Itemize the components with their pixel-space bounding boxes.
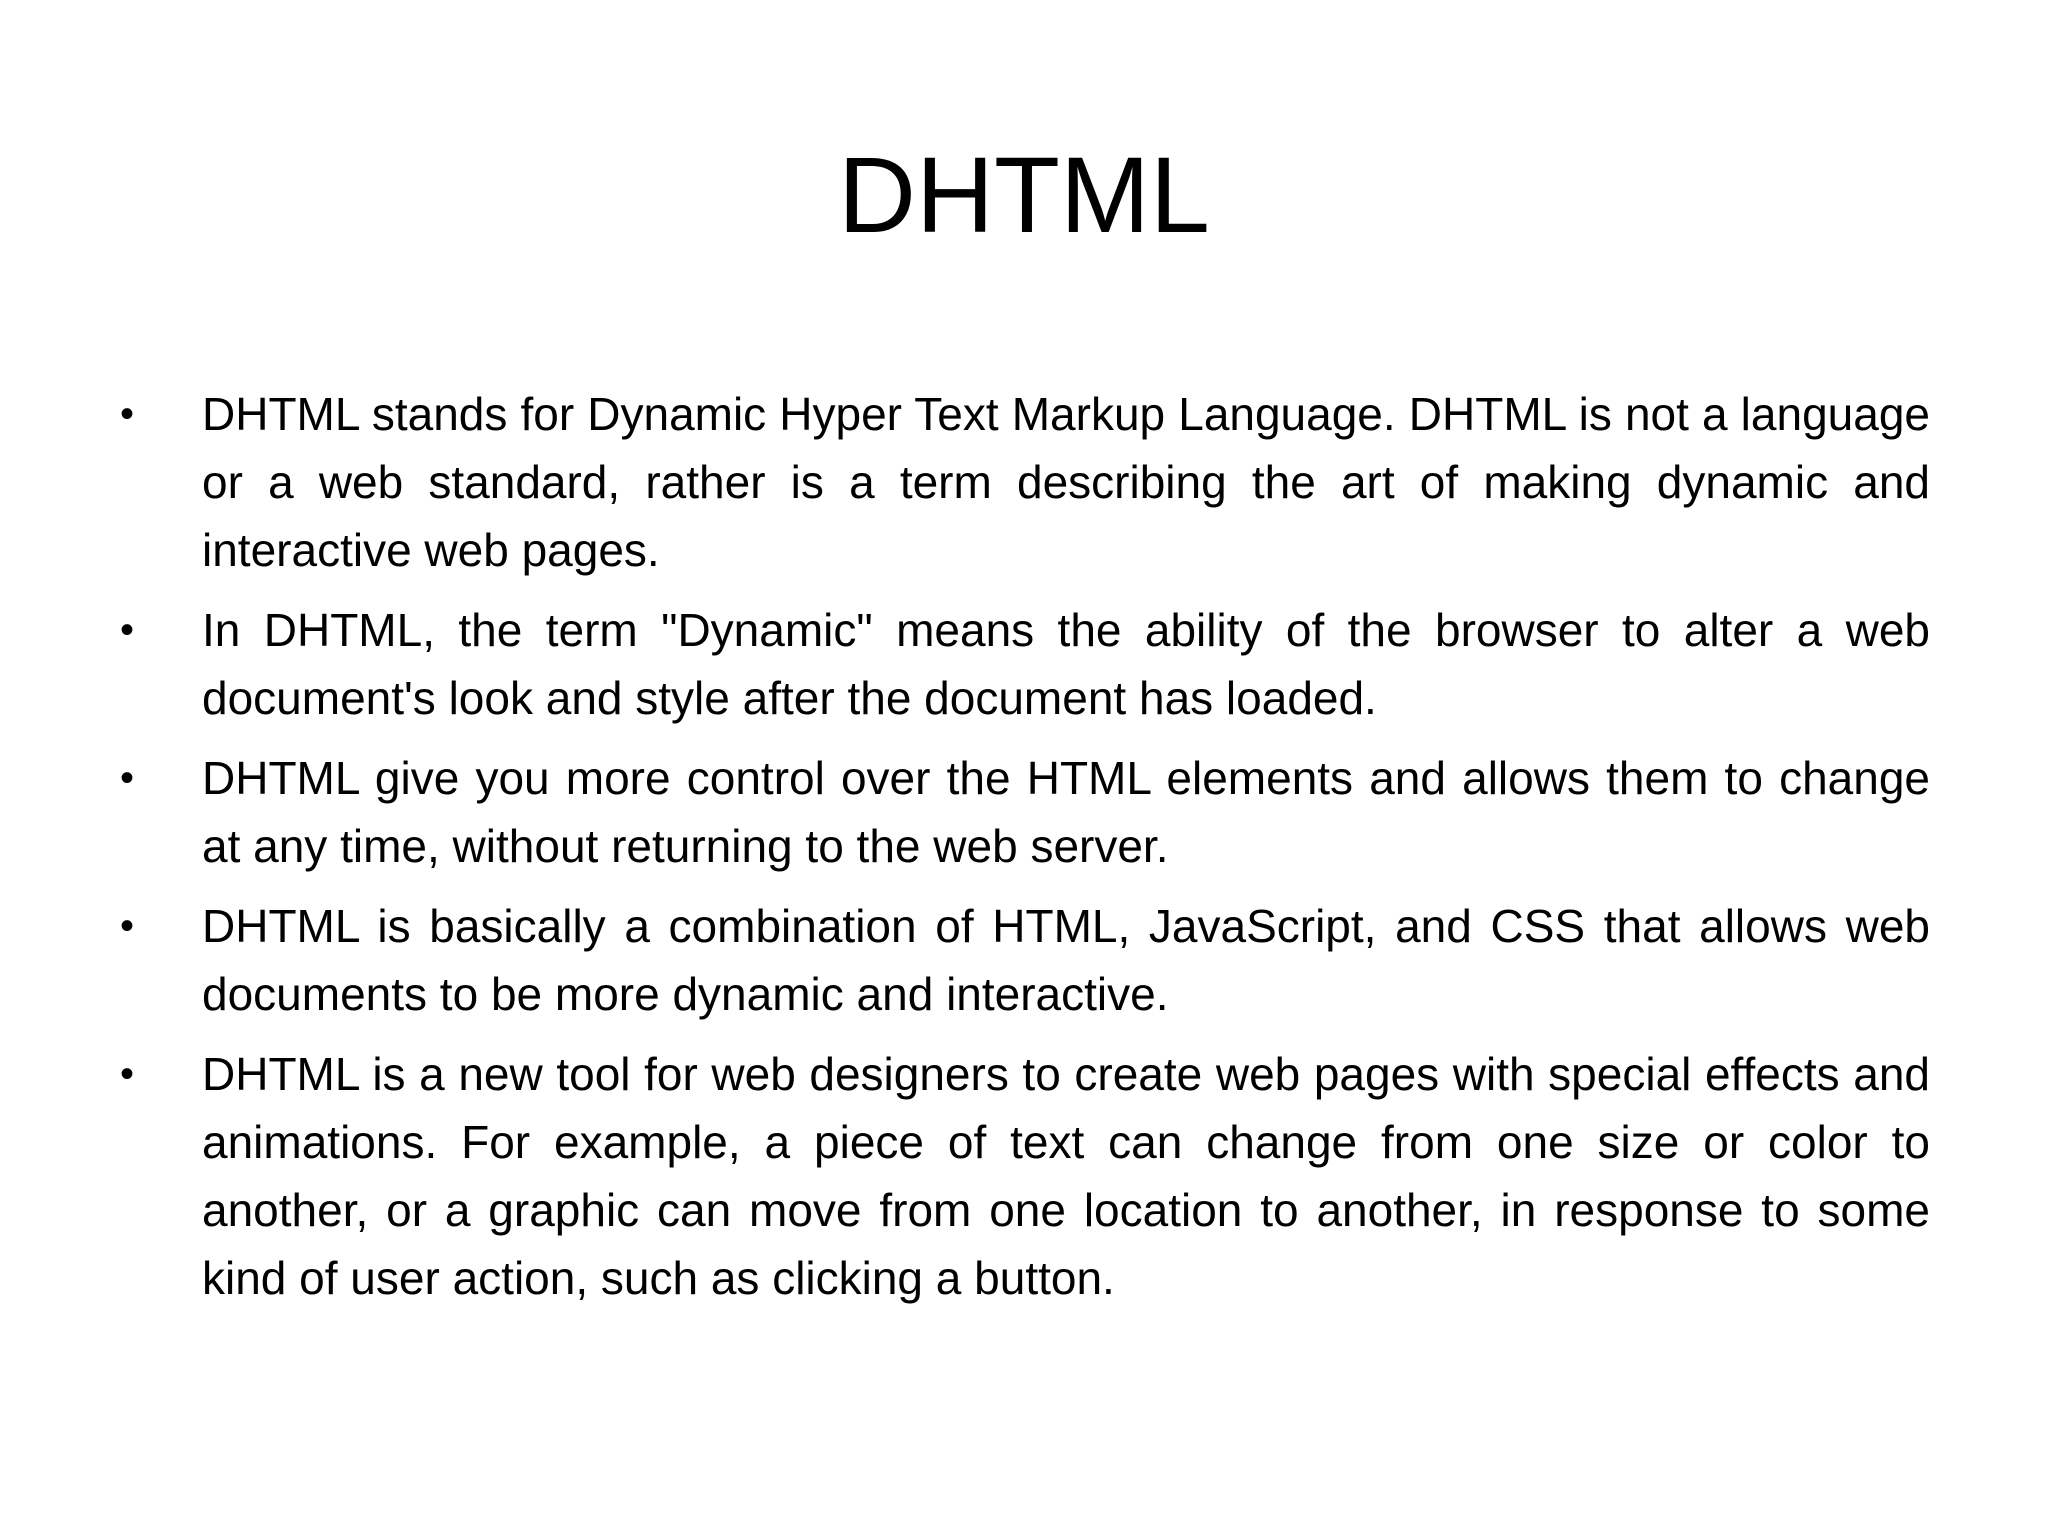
bullet-item bbox=[120, 1040, 1930, 1312]
bullet-icon: • bbox=[120, 1052, 135, 1096]
slide-title: DHTML bbox=[838, 134, 1210, 255]
bullet-icon: • bbox=[120, 392, 135, 436]
bullet-item bbox=[120, 380, 1930, 584]
bullet-item bbox=[120, 892, 1930, 1028]
bullet-text: DHTML give you more control over the HTML elements and allows them to change at any time, without returning to the web server. bbox=[202, 752, 1930, 872]
bullet-item bbox=[120, 744, 1930, 880]
bullet-text: DHTML is basically a combination of HTML, JavaScript, and CSS that allows web documents to be more dynamic and interactive. bbox=[202, 900, 1930, 1020]
bullet-list bbox=[120, 380, 1930, 1324]
bullet-icon: • bbox=[120, 756, 135, 800]
bullet-item bbox=[120, 596, 1930, 732]
bullet-text: In DHTML, the term "Dynamic" means the ability of the browser to alter a web document's look and style after the document has loaded. bbox=[202, 604, 1930, 724]
bullet-text: DHTML is a new tool for web designers to create web pages with special effects and animations. For example, a piece of text can change from one size or color to another, or a graphic can move from one location to another, in response to some kind of user action, such as clicking a button. bbox=[202, 1048, 1930, 1304]
bullet-icon: • bbox=[120, 904, 135, 948]
bullet-icon: • bbox=[120, 608, 135, 652]
bullet-text: DHTML stands for Dynamic Hyper Text Markup Language. DHTML is not a language or a web standard, rather is a term describing the art of making dynamic and interactive web pages. bbox=[202, 388, 1930, 576]
